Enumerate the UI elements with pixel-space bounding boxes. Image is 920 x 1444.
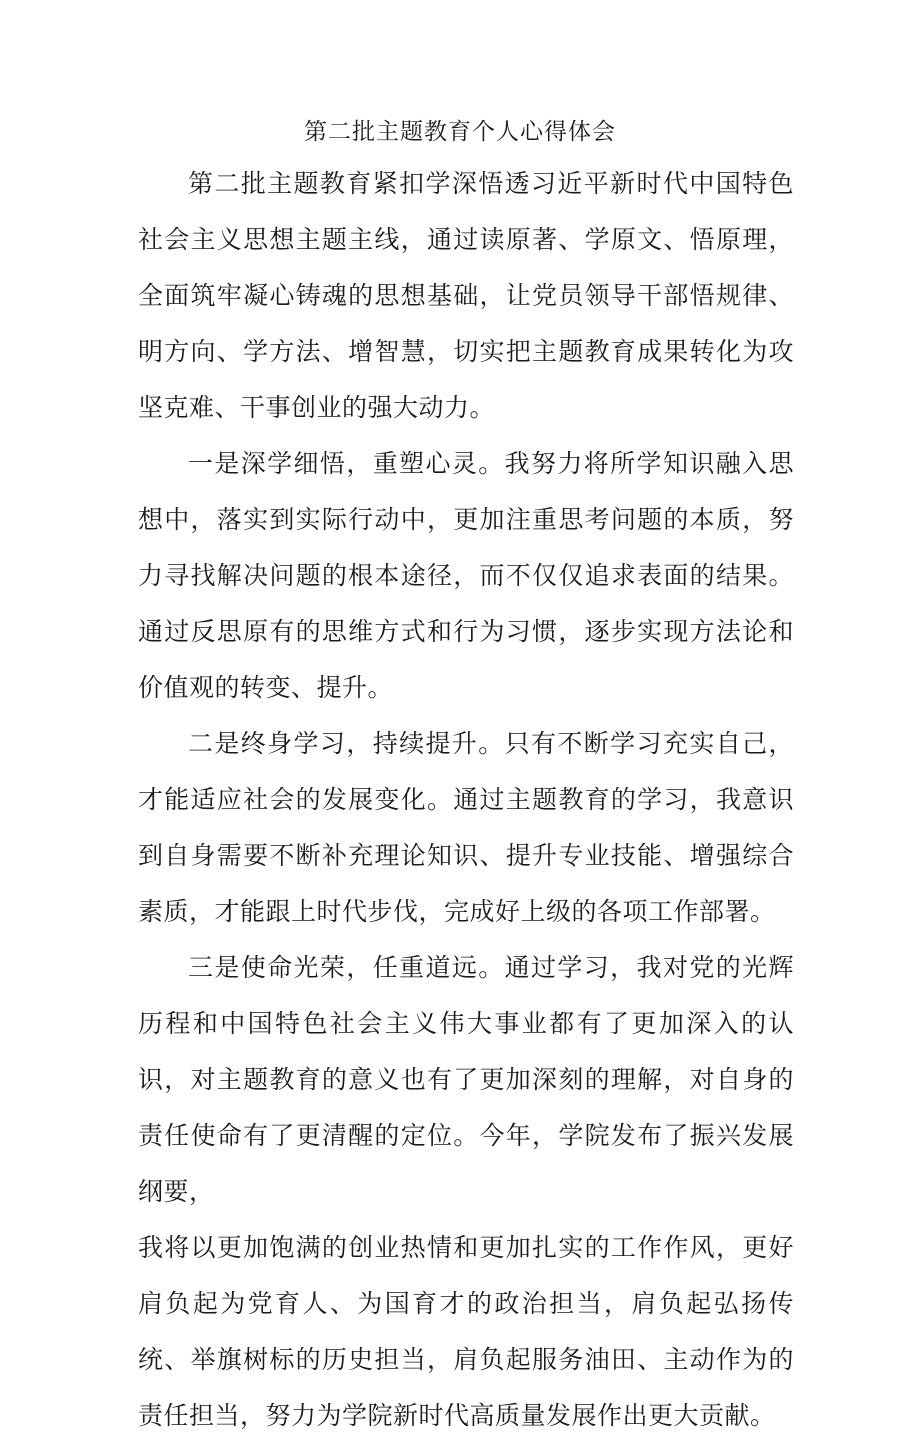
paragraph-point-3: 三是使命光荣，任重道远。通过学习，我对党的光辉历程和中国特色社会主义伟大事业都有了更加深入的认识，对主题教育的意义也有了更加深刻的理解，对自身的责任使命有了更清醒的定位。今年，学院发布了振兴发展纲要， [138, 953, 794, 1206]
document-title: 第二批主题教育个人心得体会 [304, 119, 616, 145]
document-body [138, 156, 794, 1444]
paragraph-point-2: 二是终身学习，持续提升。只有不断学习充实自己，才能适应社会的发展变化。通过主题教育的学习，我意识到自身需要不断补充理论知识、提升专业技能、增强综合素质，才能跟上时代步伐，完成好上级的各项工作部署。 [138, 729, 794, 926]
paragraph-point-1: 一是深学细悟，重塑心灵。我努力将所学知识融入思想中，落实到实际行动中，更加注重思考问题的本质，努力寻找解决问题的根本途径，而不仅仅追求表面的结果。通过反思原有的思维方式和行为习惯，逐步实现方法论和价值观的转变、提升。 [138, 449, 794, 702]
paragraph-conclusion: 我将以更加饱满的创业热情和更加扎实的工作作风，更好肩负起为党育人、为国育才的政治担当，肩负起弘扬传统、举旗树标的历史担当，肩负起服务油田、主动作为的责任担当，努力为学院新时代高质量发展作出更大贡献。 [138, 1233, 794, 1430]
paragraph-intro: 第二批主题教育紧扣学深悟透习近平新时代中国特色社会主义思想主题主线，通过读原著、学原文、悟原理，全面筑牢凝心铸魂的思想基础，让党员领导干部悟规律、明方向、学方法、增智慧，切实把主题教育成果转化为攻坚克难、干事创业的强大动力。 [138, 169, 794, 422]
